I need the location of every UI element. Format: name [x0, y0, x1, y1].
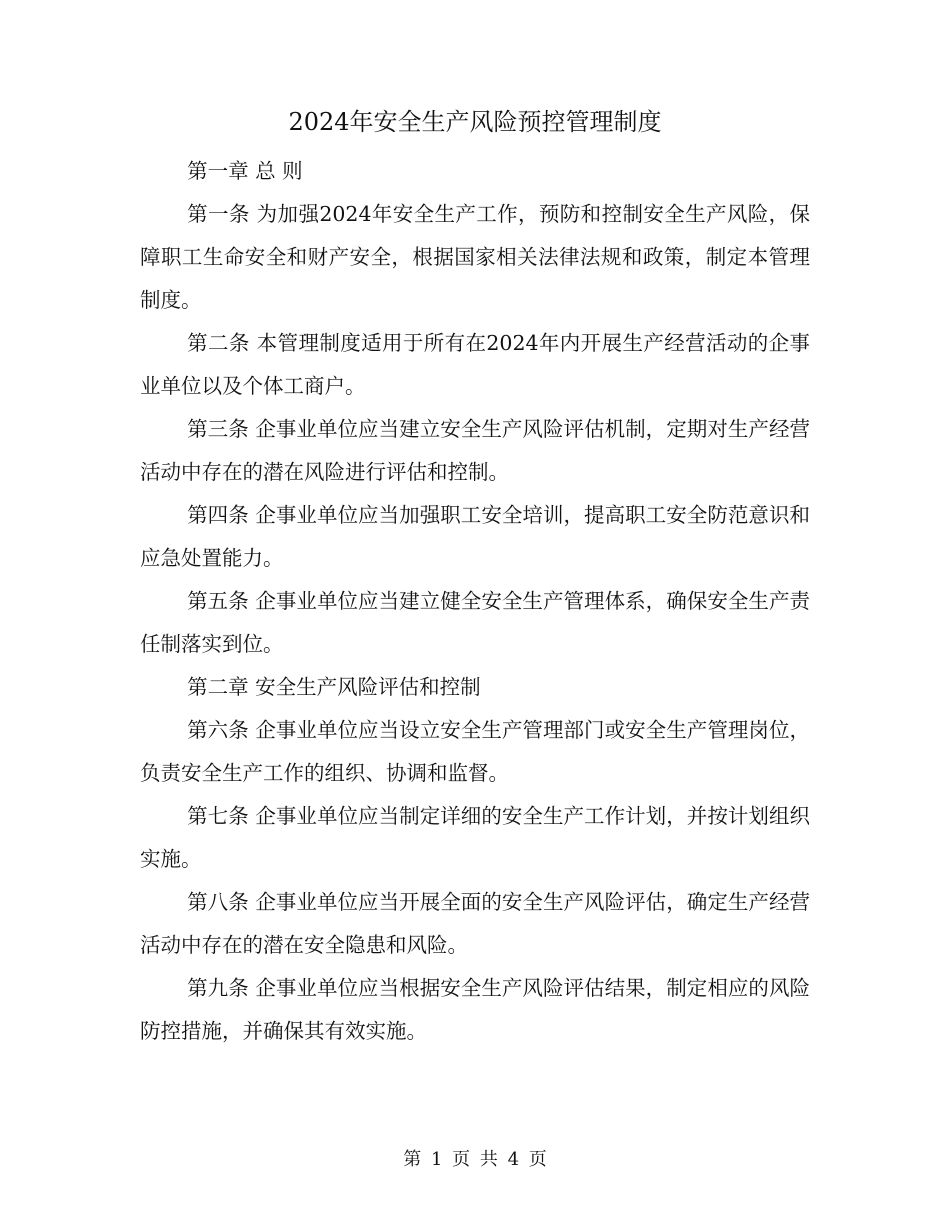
article-8: 第八条 企事业单位应当开展全面的安全生产风险评估，确定生产经营活动中存在的潜在安全隐患和风险。 — [140, 890, 810, 957]
article-6: 第六条 企事业单位应当设立安全生产管理部门或安全生产管理岗位，负责安全生产工作的组织、协调和监督。 — [140, 718, 810, 785]
article-1: 第一条 为加强2024年安全生产工作，预防和控制安全生产风险，保障职工生命安全和财产安全，根据国家相关法律法规和政策，制定本管理制度。 — [140, 202, 810, 312]
article-5: 第五条 企事业单位应当建立健全安全生产管理体系，确保安全生产责任制落实到位。 — [140, 589, 810, 656]
page-footer: 第 1 页 共 4 页 — [403, 1149, 547, 1170]
article-9: 第九条 企事业单位应当根据安全生产风险评估结果，制定相应的风险防控措施，并确保其有效实施。 — [140, 976, 810, 1043]
article-2: 第二条 本管理制度适用于所有在2024年内开展生产经营活动的企事业单位以及个体工商户。 — [140, 331, 810, 398]
chapter-heading-2: 第二章 安全生产风险评估和控制 — [187, 675, 481, 699]
chapter-heading-1: 第一章 总 则 — [187, 159, 303, 183]
document-body — [140, 150, 810, 1053]
article-3: 第三条 企事业单位应当建立安全生产风险评估机制，定期对生产经营活动中存在的潜在风险进行评估和控制。 — [140, 417, 810, 484]
document-title: 2024年安全生产风险预控管理制度 — [288, 108, 662, 136]
article-4: 第四条 企事业单位应当加强职工安全培训，提高职工安全防范意识和应急处置能力。 — [140, 503, 810, 570]
article-7: 第七条 企事业单位应当制定详细的安全生产工作计划，并按计划组织实施。 — [140, 804, 810, 871]
